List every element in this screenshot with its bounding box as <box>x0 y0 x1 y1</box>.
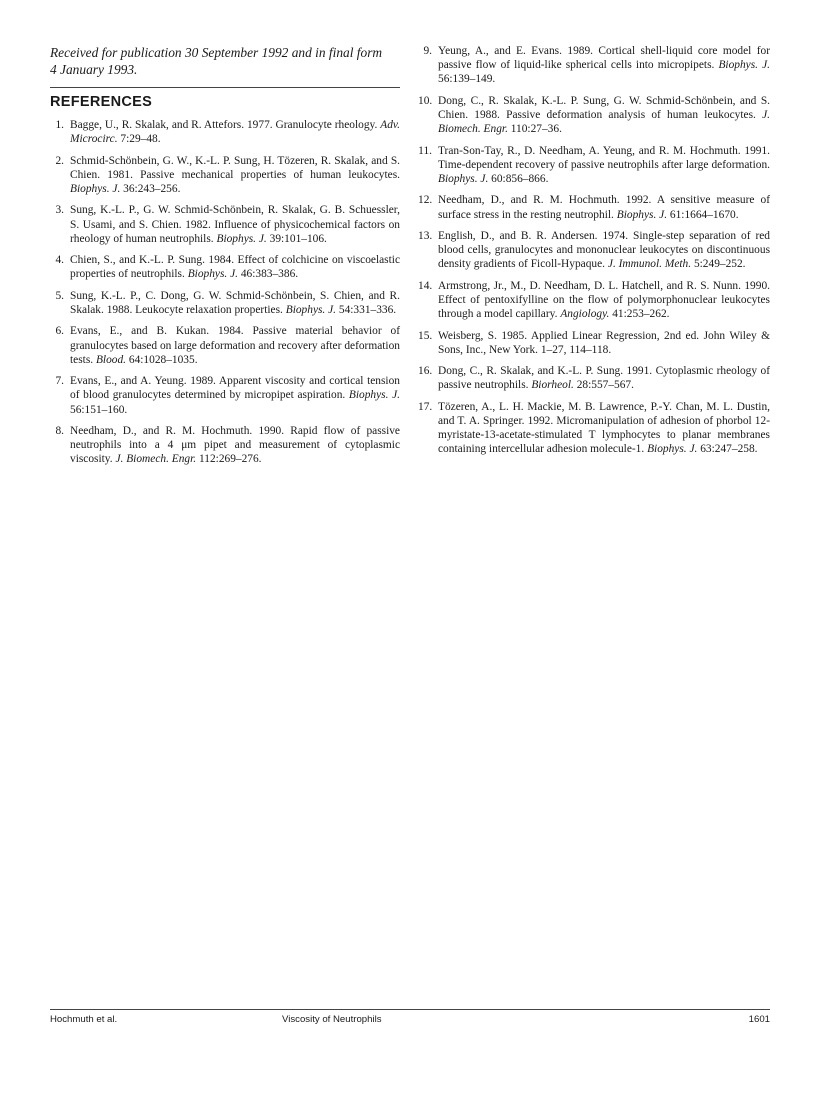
divider <box>50 87 400 88</box>
reference-citation: Weisberg, S. 1985. Applied Linear Regression, 2nd ed. John Wiley & Sons, Inc., New York. 1–27, 114–118. <box>438 329 770 356</box>
reference-text <box>70 253 400 281</box>
reference-item <box>50 253 400 281</box>
reference-citation: Needham, D., and R. M. Hochmuth. 1990. Rapid flow of passive neutrophils into a 4 μm pipet and measurement of cytoplasmic viscosity. <box>70 424 400 466</box>
reference-journal: Biophys. J. <box>187 268 238 281</box>
reference-number: 2. <box>55 154 64 167</box>
reference-citation: Schmid-Schönbein, G. W., K.-L. P. Sung, H. Tözeren, R. Skalak, and S. Chien. 1981. Passive mechanical properties of human leukocytes. <box>70 154 400 181</box>
reference-citation: Tözeren, A., L. H. Mackie, M. B. Lawrence, P.-Y. Chan, M. L. Dustin, and T. A. Springer. 1992. Micromanipulation of adhesion of phorbol 12-myristate-13-acetate-stimulated T lymphocytes to planar membranes containing intercellular adhesion molecule-1. <box>438 400 770 456</box>
reference-text <box>438 144 770 187</box>
reference-number: 16. <box>418 365 433 378</box>
reference-citation: Armstrong, Jr., M., D. Needham, D. L. Hatchell, and R. S. Nunn. 1990. Effect of pentoxifylline on the flow of polymorphonuclear leukocytes through a model capillary. <box>438 279 770 321</box>
reference-journal: Biophys. J. <box>348 389 400 402</box>
reference-text <box>70 289 400 317</box>
reference-list-right <box>418 44 770 457</box>
reference-number: 8. <box>55 424 64 437</box>
reference-item <box>50 203 400 246</box>
reference-text <box>70 424 400 467</box>
reference-item <box>50 154 400 197</box>
reference-volume-pages: 63:247–258. <box>697 443 758 456</box>
received-line-1: Received for publication 30 September 1992 and in final form <box>50 45 383 60</box>
reference-number: 3. <box>55 204 64 217</box>
received-note <box>50 44 400 78</box>
reference-journal: Adv. Microcirc. <box>70 119 400 146</box>
reference-journal: Biophys. J. <box>285 303 337 316</box>
reference-volume-pages: 41:253–262. <box>609 308 670 321</box>
references-heading: REFERENCES <box>50 94 153 110</box>
reference-item <box>50 118 400 146</box>
reference-item <box>418 44 770 87</box>
reference-citation: Bagge, U., R. Skalak, and R. Attefors. 1977. Granulocyte rheology. <box>70 119 378 131</box>
reference-text <box>438 44 770 87</box>
reference-item <box>418 144 770 187</box>
footer-author: Hochmuth et al. <box>50 1014 118 1025</box>
reference-number: 1. <box>55 119 64 131</box>
reference-citation: Evans, E., and A. Yeung. 1989. Apparent viscosity and cortical tension of blood granulocytes determined by micropipet aspiration. <box>70 375 400 402</box>
reference-text <box>438 400 770 457</box>
reference-journal: Angiology. <box>560 308 610 321</box>
reference-journal: J. Biomech. Engr. <box>115 453 197 466</box>
reference-item <box>50 324 400 367</box>
right-column <box>418 44 770 464</box>
reference-list-left <box>50 118 400 467</box>
reference-number: 7. <box>55 375 64 388</box>
reference-citation: Chien, S., and K.-L. P. Sung. 1984. Effect of colchicine on viscoelastic properties of neutrophils. <box>70 254 400 281</box>
reference-volume-pages: 110:27–36. <box>507 123 562 136</box>
page-number: 1601 <box>748 1014 770 1025</box>
reference-journal: Biophys. J. <box>647 443 698 456</box>
reference-item <box>418 279 770 322</box>
reference-text <box>438 279 770 322</box>
reference-volume-pages: 5:249–252. <box>691 258 746 271</box>
reference-journal: Biophys. J. <box>616 208 668 221</box>
reference-item <box>418 94 770 137</box>
reference-journal: Blood. <box>95 353 127 366</box>
reference-number: 6. <box>55 325 64 338</box>
reference-journal: Biorheol. <box>531 379 574 392</box>
reference-number: 9. <box>423 45 432 57</box>
reference-citation: Tran-Son-Tay, R., D. Needham, A. Yeung, and R. M. Hochmuth. 1991. Time-dependent recovery of passive neutrophils after large deformation. <box>438 144 770 171</box>
reference-volume-pages: 7:29–48. <box>117 133 161 146</box>
reference-volume-pages: 39:101–106. <box>266 232 327 245</box>
reference-volume-pages: 64:1028–1035. <box>126 353 198 366</box>
reference-item <box>418 329 770 357</box>
reference-number: 17. <box>418 400 433 413</box>
reference-journal: J. Biomech. Engr. <box>438 109 770 136</box>
reference-item <box>50 374 400 417</box>
reference-citation: Sung, K.-L. P., G. W. Schmid-Schönbein, R. Skalak, G. B. Schuessler, S. Usami, and S. Chien. 1982. Influence of physicochemical factors on rheology of human neutrophils. <box>70 204 400 245</box>
reference-journal: Biophys. J. <box>216 232 267 245</box>
reference-text <box>438 193 770 221</box>
reference-citation: Needham, D., and R. M. Hochmuth. 1992. A sensitive measure of surface stress in the resting neutrophil. <box>438 194 770 221</box>
reference-text <box>438 94 770 137</box>
reference-volume-pages: 61:1664–1670. <box>667 208 739 221</box>
reference-text <box>438 229 770 272</box>
reference-number: 14. <box>418 279 433 292</box>
reference-number: 10. <box>418 94 433 107</box>
reference-text <box>438 329 770 357</box>
reference-journal: J. Immunol. Meth. <box>607 258 692 271</box>
reference-journal: Biophys. J. <box>70 183 121 195</box>
reference-number: 5. <box>55 289 64 302</box>
reference-item <box>418 400 770 457</box>
reference-text <box>70 324 400 367</box>
reference-number: 11. <box>418 144 432 157</box>
reference-citation: English, D., and B. R. Andersen. 1974. Single-step separation of red blood cells, granulocytes and mononuclear leukocytes on discontinuous density gradients of Ficoll-Hypaque. <box>438 229 770 271</box>
reference-citation: Dong, C., R. Skalak, and K.-L. P. Sung. 1991. Cytoplasmic rheology of passive neutrophils. <box>438 365 770 392</box>
reference-text <box>70 154 400 197</box>
reference-volume-pages: 56:151–160. <box>70 403 128 416</box>
reference-item <box>50 424 400 467</box>
reference-journal: Biophys. J. <box>718 59 771 72</box>
reference-volume-pages: 54:331–336. <box>336 303 397 316</box>
reference-number: 4. <box>55 254 64 267</box>
reference-item <box>418 193 770 221</box>
reference-item <box>418 229 770 272</box>
reference-citation: Dong, C., R. Skalak, K.-L. P. Sung, G. W. Schmid-Schönbein, and S. Chien. 1988. Passive deformation analysis of human leukocytes. <box>438 94 770 121</box>
reference-text <box>70 118 400 146</box>
reference-journal: Biophys. J. <box>438 173 489 185</box>
left-column <box>50 44 400 474</box>
reference-citation: Yeung, A., and E. Evans. 1989. Cortical shell-liquid core model for passive flow of liquid-like spherical cells into micropipets. <box>438 45 770 72</box>
reference-citation: Sung, K.-L. P., C. Dong, G. W. Schmid-Schönbein, S. Chien, and R. Skalak. 1988. Leukocyte relaxation properties. <box>70 289 400 316</box>
reference-citation: Evans, E., and B. Kukan. 1984. Passive material behavior of granulocytes based on large deformation and recovery after deformation tests. <box>70 325 400 366</box>
reference-volume-pages: 28:557–567. <box>573 379 634 392</box>
reference-text <box>70 203 400 246</box>
reference-volume-pages: 56:139–149. <box>438 73 496 86</box>
reference-number: 13. <box>418 229 433 242</box>
reference-number: 15. <box>418 329 433 342</box>
page-footer <box>50 1009 770 1025</box>
reference-number: 12. <box>418 194 433 207</box>
reference-item <box>418 364 770 392</box>
reference-volume-pages: 112:269–276. <box>196 453 262 466</box>
reference-volume-pages: 46:383–386. <box>238 268 299 281</box>
reference-volume-pages: 36:243–256. <box>120 183 181 195</box>
reference-volume-pages: 60:856–866. <box>488 173 549 185</box>
reference-text <box>438 364 770 392</box>
reference-text <box>70 374 400 417</box>
footer-title: Viscosity of Neutrophils <box>282 1014 382 1025</box>
reference-item <box>50 289 400 317</box>
received-line-2: 4 January 1993. <box>50 62 138 77</box>
